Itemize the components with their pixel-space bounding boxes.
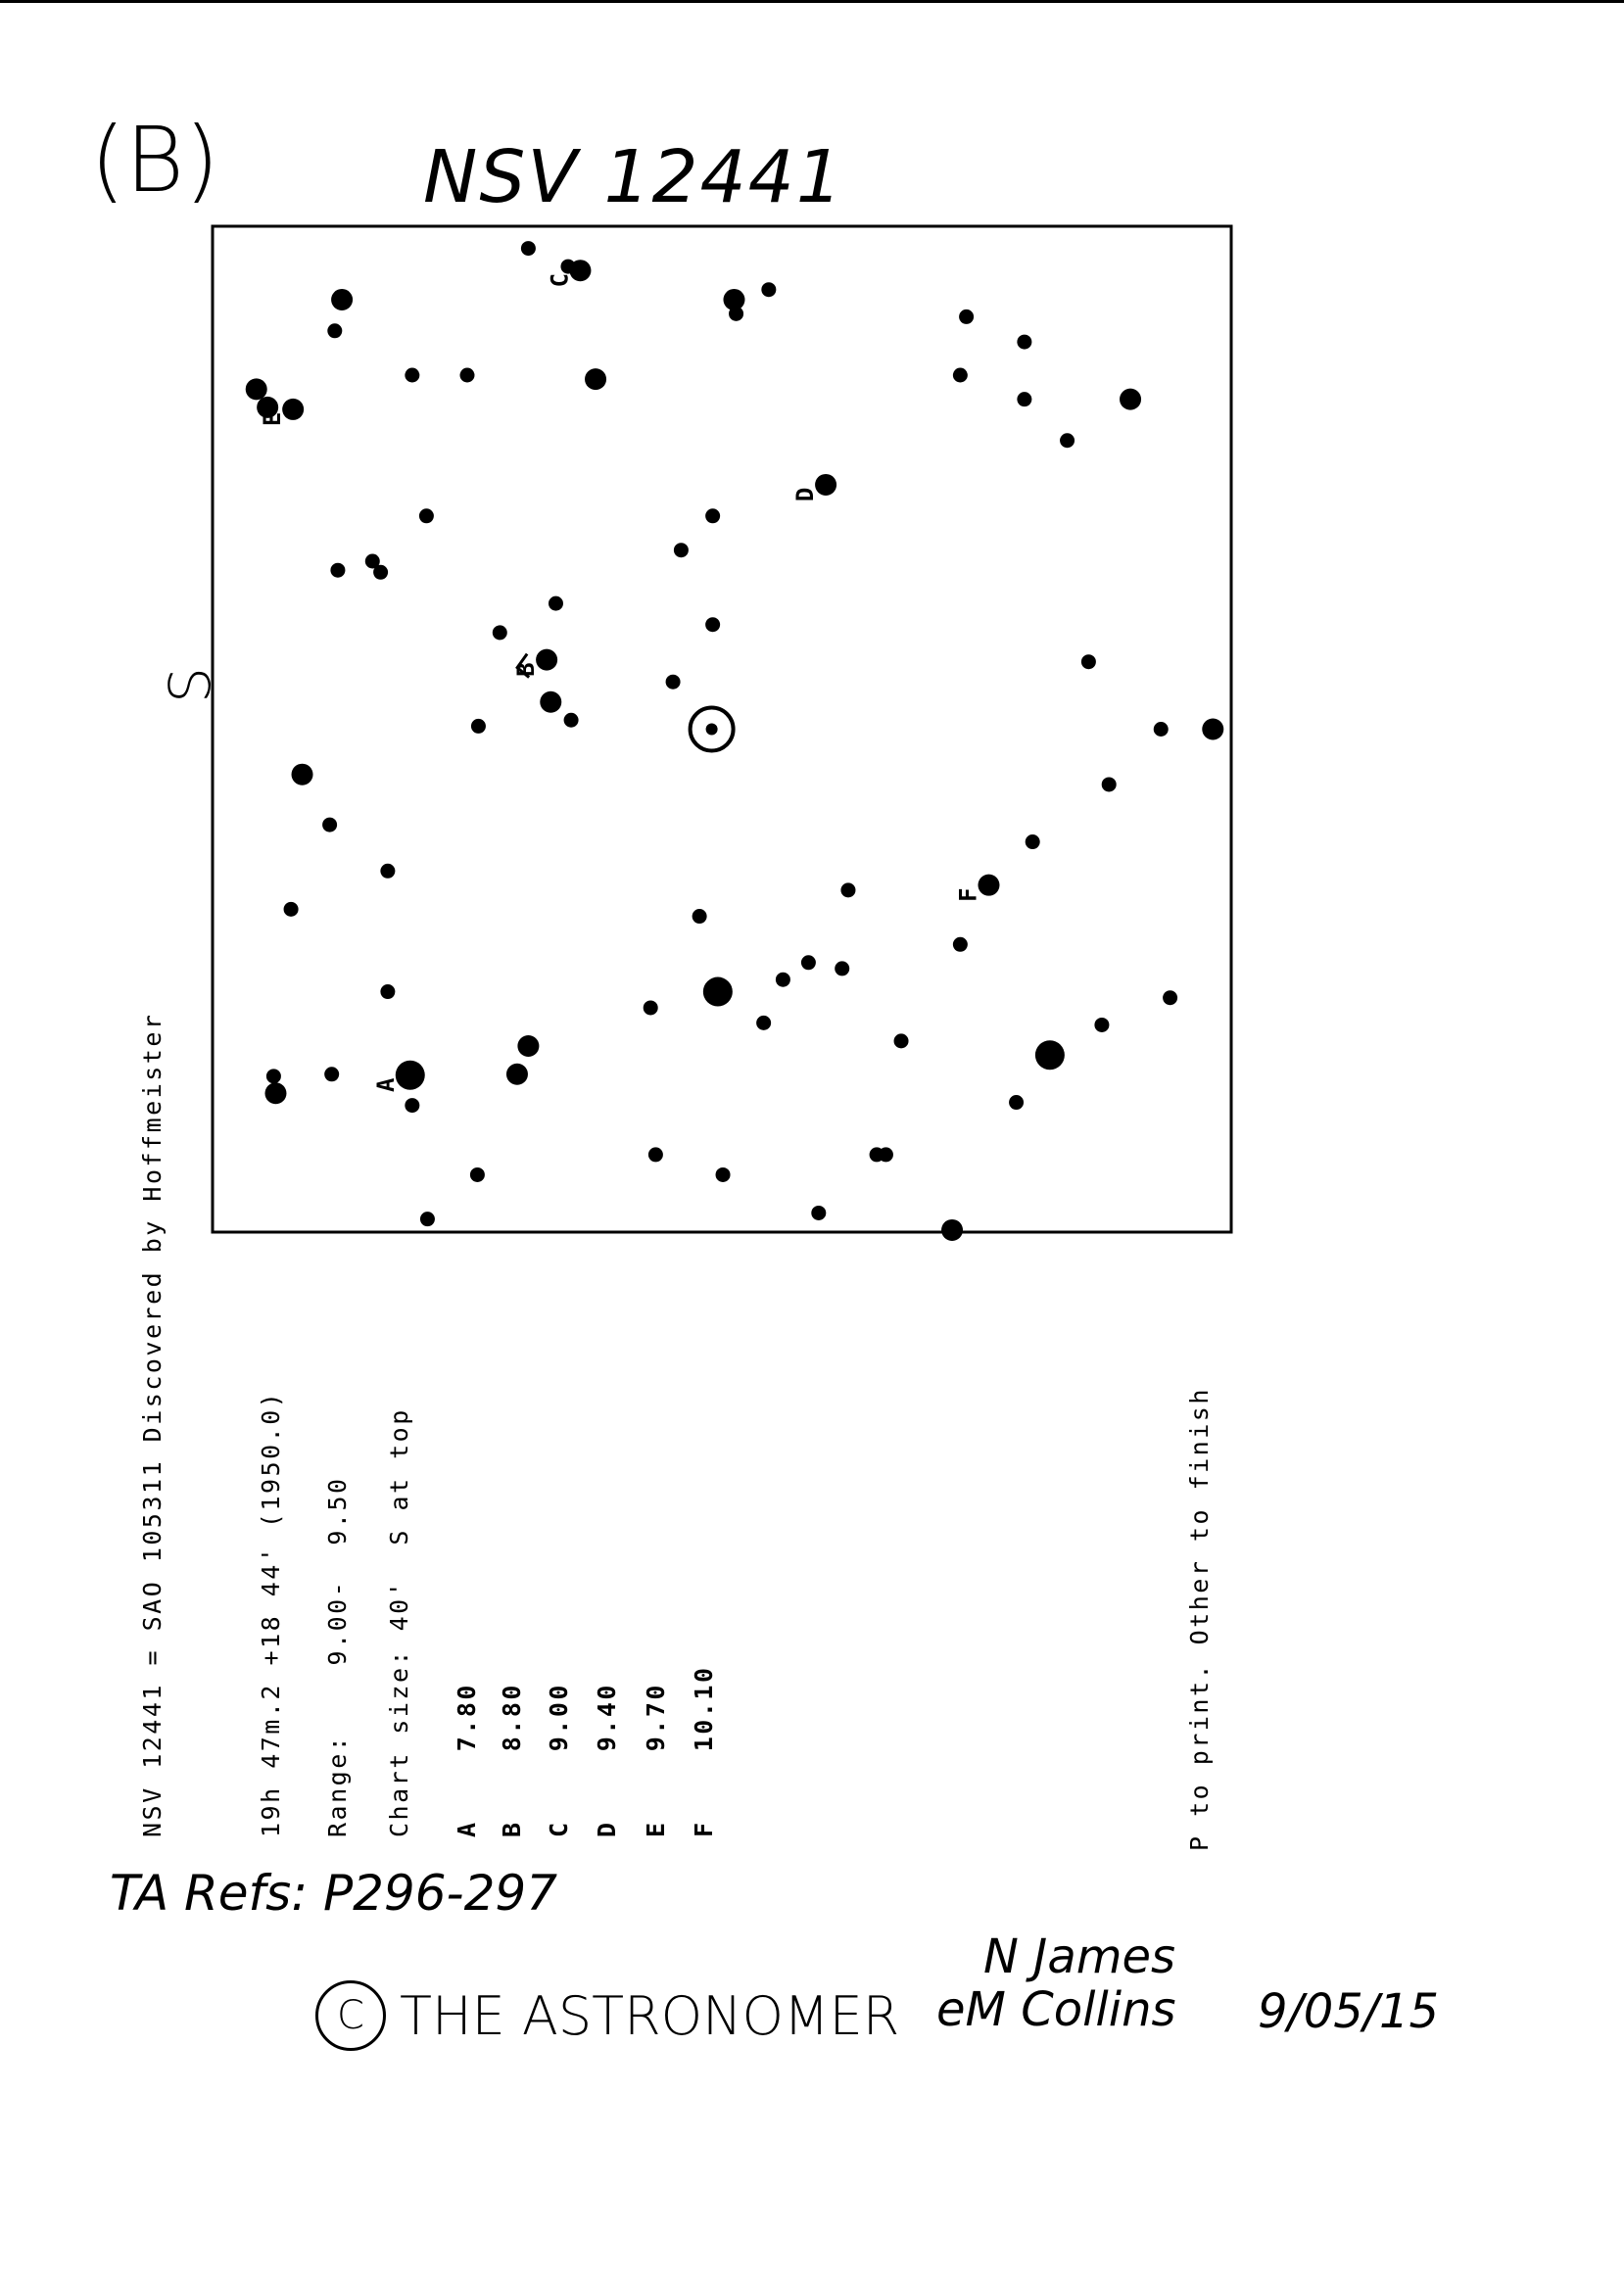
star <box>705 508 720 523</box>
star <box>380 864 395 879</box>
star <box>330 563 345 578</box>
comparison-star-d: D 9.40 <box>593 1683 621 1837</box>
star <box>953 367 968 382</box>
star <box>585 368 606 390</box>
star <box>776 973 790 987</box>
star <box>564 713 579 728</box>
star <box>1035 1040 1065 1070</box>
south-direction-mark: S <box>157 667 223 703</box>
star <box>1009 1095 1024 1110</box>
star <box>716 1167 731 1182</box>
star <box>959 309 974 324</box>
star <box>264 1082 286 1104</box>
star <box>419 508 434 523</box>
star <box>1120 389 1141 410</box>
chart-frame <box>213 226 1231 1232</box>
variable-star-marker <box>691 708 734 751</box>
star <box>1081 654 1096 669</box>
star <box>373 565 388 580</box>
star <box>324 1067 339 1081</box>
chart-size-line: Chart size: 40' S at top <box>385 1407 413 1837</box>
star <box>1094 1018 1109 1032</box>
star <box>840 882 855 897</box>
star <box>246 378 267 400</box>
star <box>953 937 968 952</box>
star <box>1060 433 1075 448</box>
star <box>292 764 313 785</box>
star <box>322 818 337 833</box>
comparison-star-a <box>396 1061 425 1090</box>
star <box>521 241 536 256</box>
star-label-f: F <box>954 887 982 902</box>
star <box>811 1206 826 1220</box>
coordinates-line: 19h 47m.2 +18 44' (1950.0) <box>257 1390 285 1837</box>
star <box>420 1212 435 1226</box>
star <box>729 307 743 321</box>
star <box>941 1219 963 1241</box>
star <box>648 1147 663 1162</box>
ta-references: TA Refs: P296-297 <box>110 1865 558 1922</box>
page-title: NSV 12441 <box>423 135 844 219</box>
star <box>666 675 681 690</box>
star <box>405 367 419 382</box>
comparison-star-f: F 10.10 <box>690 1665 718 1837</box>
star <box>549 596 563 611</box>
star <box>705 617 720 632</box>
labels-layer <box>259 273 981 1092</box>
star <box>266 1069 281 1083</box>
star <box>693 909 707 924</box>
star <box>835 961 849 975</box>
date-stamp: 9/05/15 <box>1258 1984 1440 2039</box>
star <box>1154 722 1169 737</box>
print-prompt: P to print. Other to finish <box>1185 1387 1214 1851</box>
comparison-star-c: C 9.00 <box>545 1683 573 1837</box>
copyright-icon: C <box>315 1980 386 2051</box>
star <box>471 719 486 734</box>
star <box>674 543 689 557</box>
comparison-star-a: A 7.80 <box>453 1683 481 1837</box>
star-label-b: B <box>512 662 541 677</box>
star <box>1017 392 1031 406</box>
copyright-text: THE ASTRONOMER <box>400 1984 900 2047</box>
observer-name-1: N James <box>983 1929 1176 1984</box>
comparison-star-e: E 9.70 <box>642 1683 670 1837</box>
star <box>460 367 475 382</box>
star-label-c: C <box>546 272 574 288</box>
star <box>644 1000 658 1015</box>
star <box>703 977 733 1007</box>
star <box>493 625 507 640</box>
range-line: Range: 9.00- 9.50 <box>323 1476 352 1837</box>
star <box>380 984 395 999</box>
variable-star-dot <box>706 724 718 736</box>
star <box>756 1016 771 1030</box>
star-label-e: E <box>259 411 287 427</box>
star <box>1026 834 1040 849</box>
star-label-a: A <box>371 1077 400 1093</box>
star <box>405 1098 419 1113</box>
star <box>327 323 342 338</box>
star <box>540 691 561 713</box>
observer-name-2: eM Collins <box>936 1982 1176 2037</box>
star <box>1017 335 1031 350</box>
star <box>801 955 816 970</box>
star <box>894 1033 909 1048</box>
chart-label-b: (B) <box>90 108 220 213</box>
designation-line: NSV 12441 = SAO 105311 Discovered by Hoffmeister <box>138 1012 167 1837</box>
star <box>870 1147 884 1162</box>
star <box>331 289 353 310</box>
star <box>1102 777 1117 791</box>
star <box>1163 990 1177 1005</box>
star <box>761 282 776 297</box>
star <box>284 902 299 917</box>
star <box>517 1035 539 1057</box>
star-label-d: D <box>791 487 820 502</box>
star <box>506 1064 528 1085</box>
star <box>1202 719 1223 740</box>
comparison-star-b: B 8.80 <box>498 1683 526 1837</box>
star <box>470 1167 485 1182</box>
